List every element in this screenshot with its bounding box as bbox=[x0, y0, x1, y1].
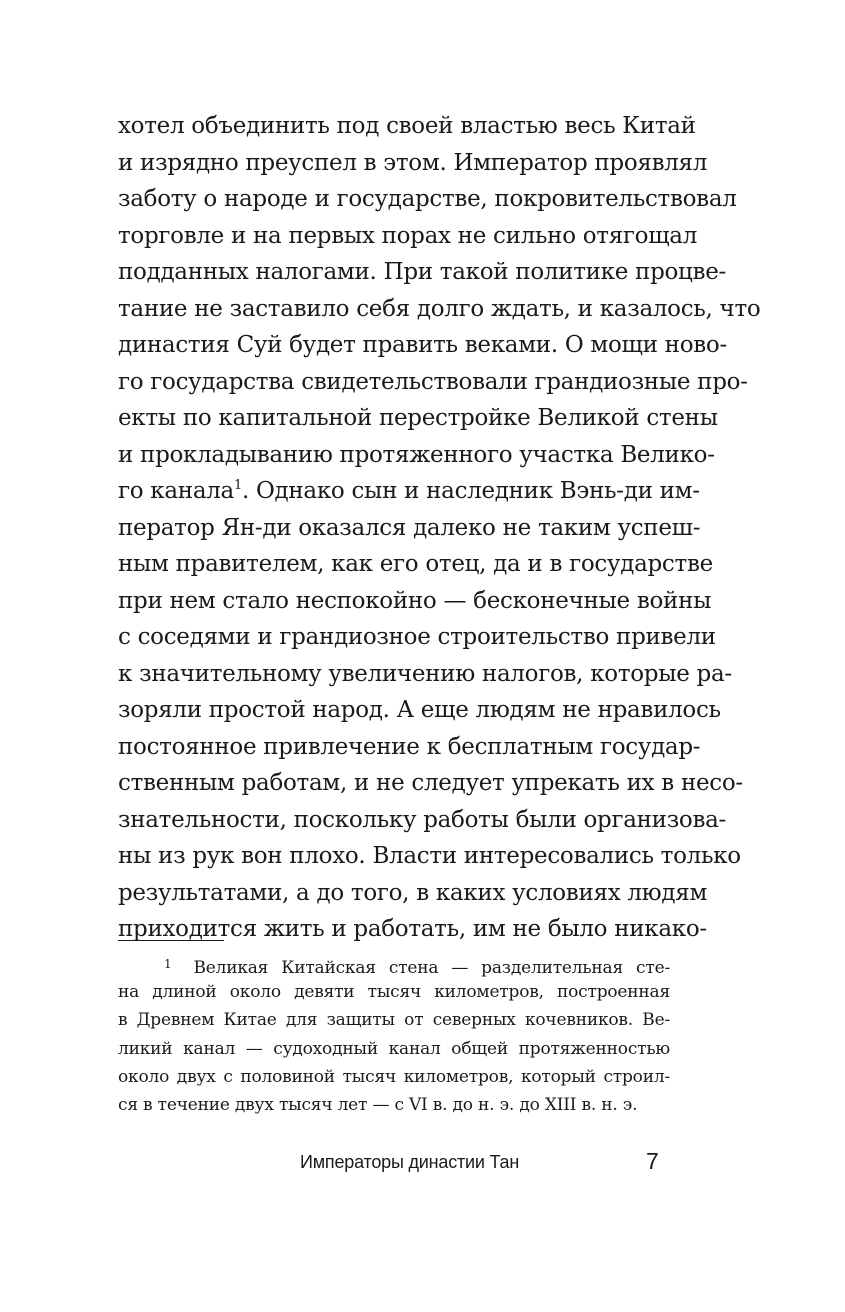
text-line: зоряли простой народ. А еще людям не нравилось bbox=[118, 697, 721, 723]
footnote-mark: 1 bbox=[164, 957, 172, 971]
text-fragment: го канала bbox=[118, 478, 234, 504]
footnote-divider bbox=[118, 940, 224, 941]
text-line: хотел объединить под своей властью весь Китай bbox=[118, 113, 696, 139]
footnote-line: на длиной около девяти тысяч километров, построенная bbox=[118, 982, 670, 1003]
text-line: ператор Ян-ди оказался далеко не таким успеш- bbox=[118, 514, 701, 541]
text-line: ственным работам, и не следует упрекать их в несо- bbox=[118, 770, 743, 796]
page-number: 7 bbox=[646, 1148, 659, 1174]
text-line: го государства свидетельствовали грандиозные про- bbox=[118, 368, 748, 395]
text-line: знательности, поскольку работы были организова- bbox=[118, 806, 727, 833]
text-line: к значительному увеличению налогов, которые ра- bbox=[118, 660, 732, 687]
footnote-line: ликий канал — судоходный канал общей протяженностью bbox=[118, 1038, 670, 1059]
text-line-with-footnote-ref bbox=[118, 473, 700, 510]
text-line: заботу о народе и государстве, покровительствовал bbox=[118, 186, 737, 212]
text-fragment: Однако сын и наследник Вэнь-ди им- bbox=[255, 478, 700, 504]
footnote bbox=[118, 950, 670, 1119]
text-line: торговле и на первых порах не сильно отягощал bbox=[118, 222, 698, 249]
text-line: тание не заставило себя долго ждать, и казалось, что bbox=[118, 295, 761, 322]
footnote-line: около двух с половиной тысяч километров, который строил- bbox=[118, 1066, 670, 1087]
footnote-reference[interactable]: 1 bbox=[233, 478, 242, 493]
text-line: ны из рук вон плохо. Власти интересовались только bbox=[118, 843, 741, 869]
running-title: Императоры династии Тан bbox=[300, 1152, 520, 1172]
text-line: результатами, а до того, в каких условиях людям bbox=[118, 879, 708, 906]
text-fragment: . bbox=[241, 478, 249, 504]
text-line: приходится жить и работать, им не было никако- bbox=[118, 916, 707, 942]
text-line: екты по капитальной перестройке Великой стены bbox=[118, 405, 718, 431]
text-line: династия Суй будет править веками. О мощи ново- bbox=[118, 332, 727, 358]
text-line: постоянное привлечение к бесплатным государ- bbox=[118, 733, 701, 760]
footnote-line: ся в течение двух тысяч лет — с VI в. до н. э. до XIII в. н. э. bbox=[118, 1094, 638, 1115]
text-line: и прокладыванию протяженного участка Велико- bbox=[118, 441, 715, 468]
text-line: подданных налогами. При такой политике процве- bbox=[118, 259, 726, 285]
footnote-line: в Древнем Китае для защиты от северных кочевников. Ве- bbox=[118, 1010, 670, 1031]
text-line: и изрядно преуспел в этом. Император проявлял bbox=[118, 149, 708, 176]
footnote-line bbox=[118, 950, 670, 978]
footnote-text: Великая Китайская стена — разделительная сте- bbox=[193, 958, 670, 978]
page-footer bbox=[0, 1148, 845, 1178]
text-line: при нем стало неспокойно — бесконечные войны bbox=[118, 587, 712, 614]
main-text bbox=[118, 108, 761, 948]
text-line: с соседями и грандиозное строительство привели bbox=[118, 624, 716, 650]
text-line: ным правителем, как его отец, да и в государстве bbox=[118, 551, 713, 577]
